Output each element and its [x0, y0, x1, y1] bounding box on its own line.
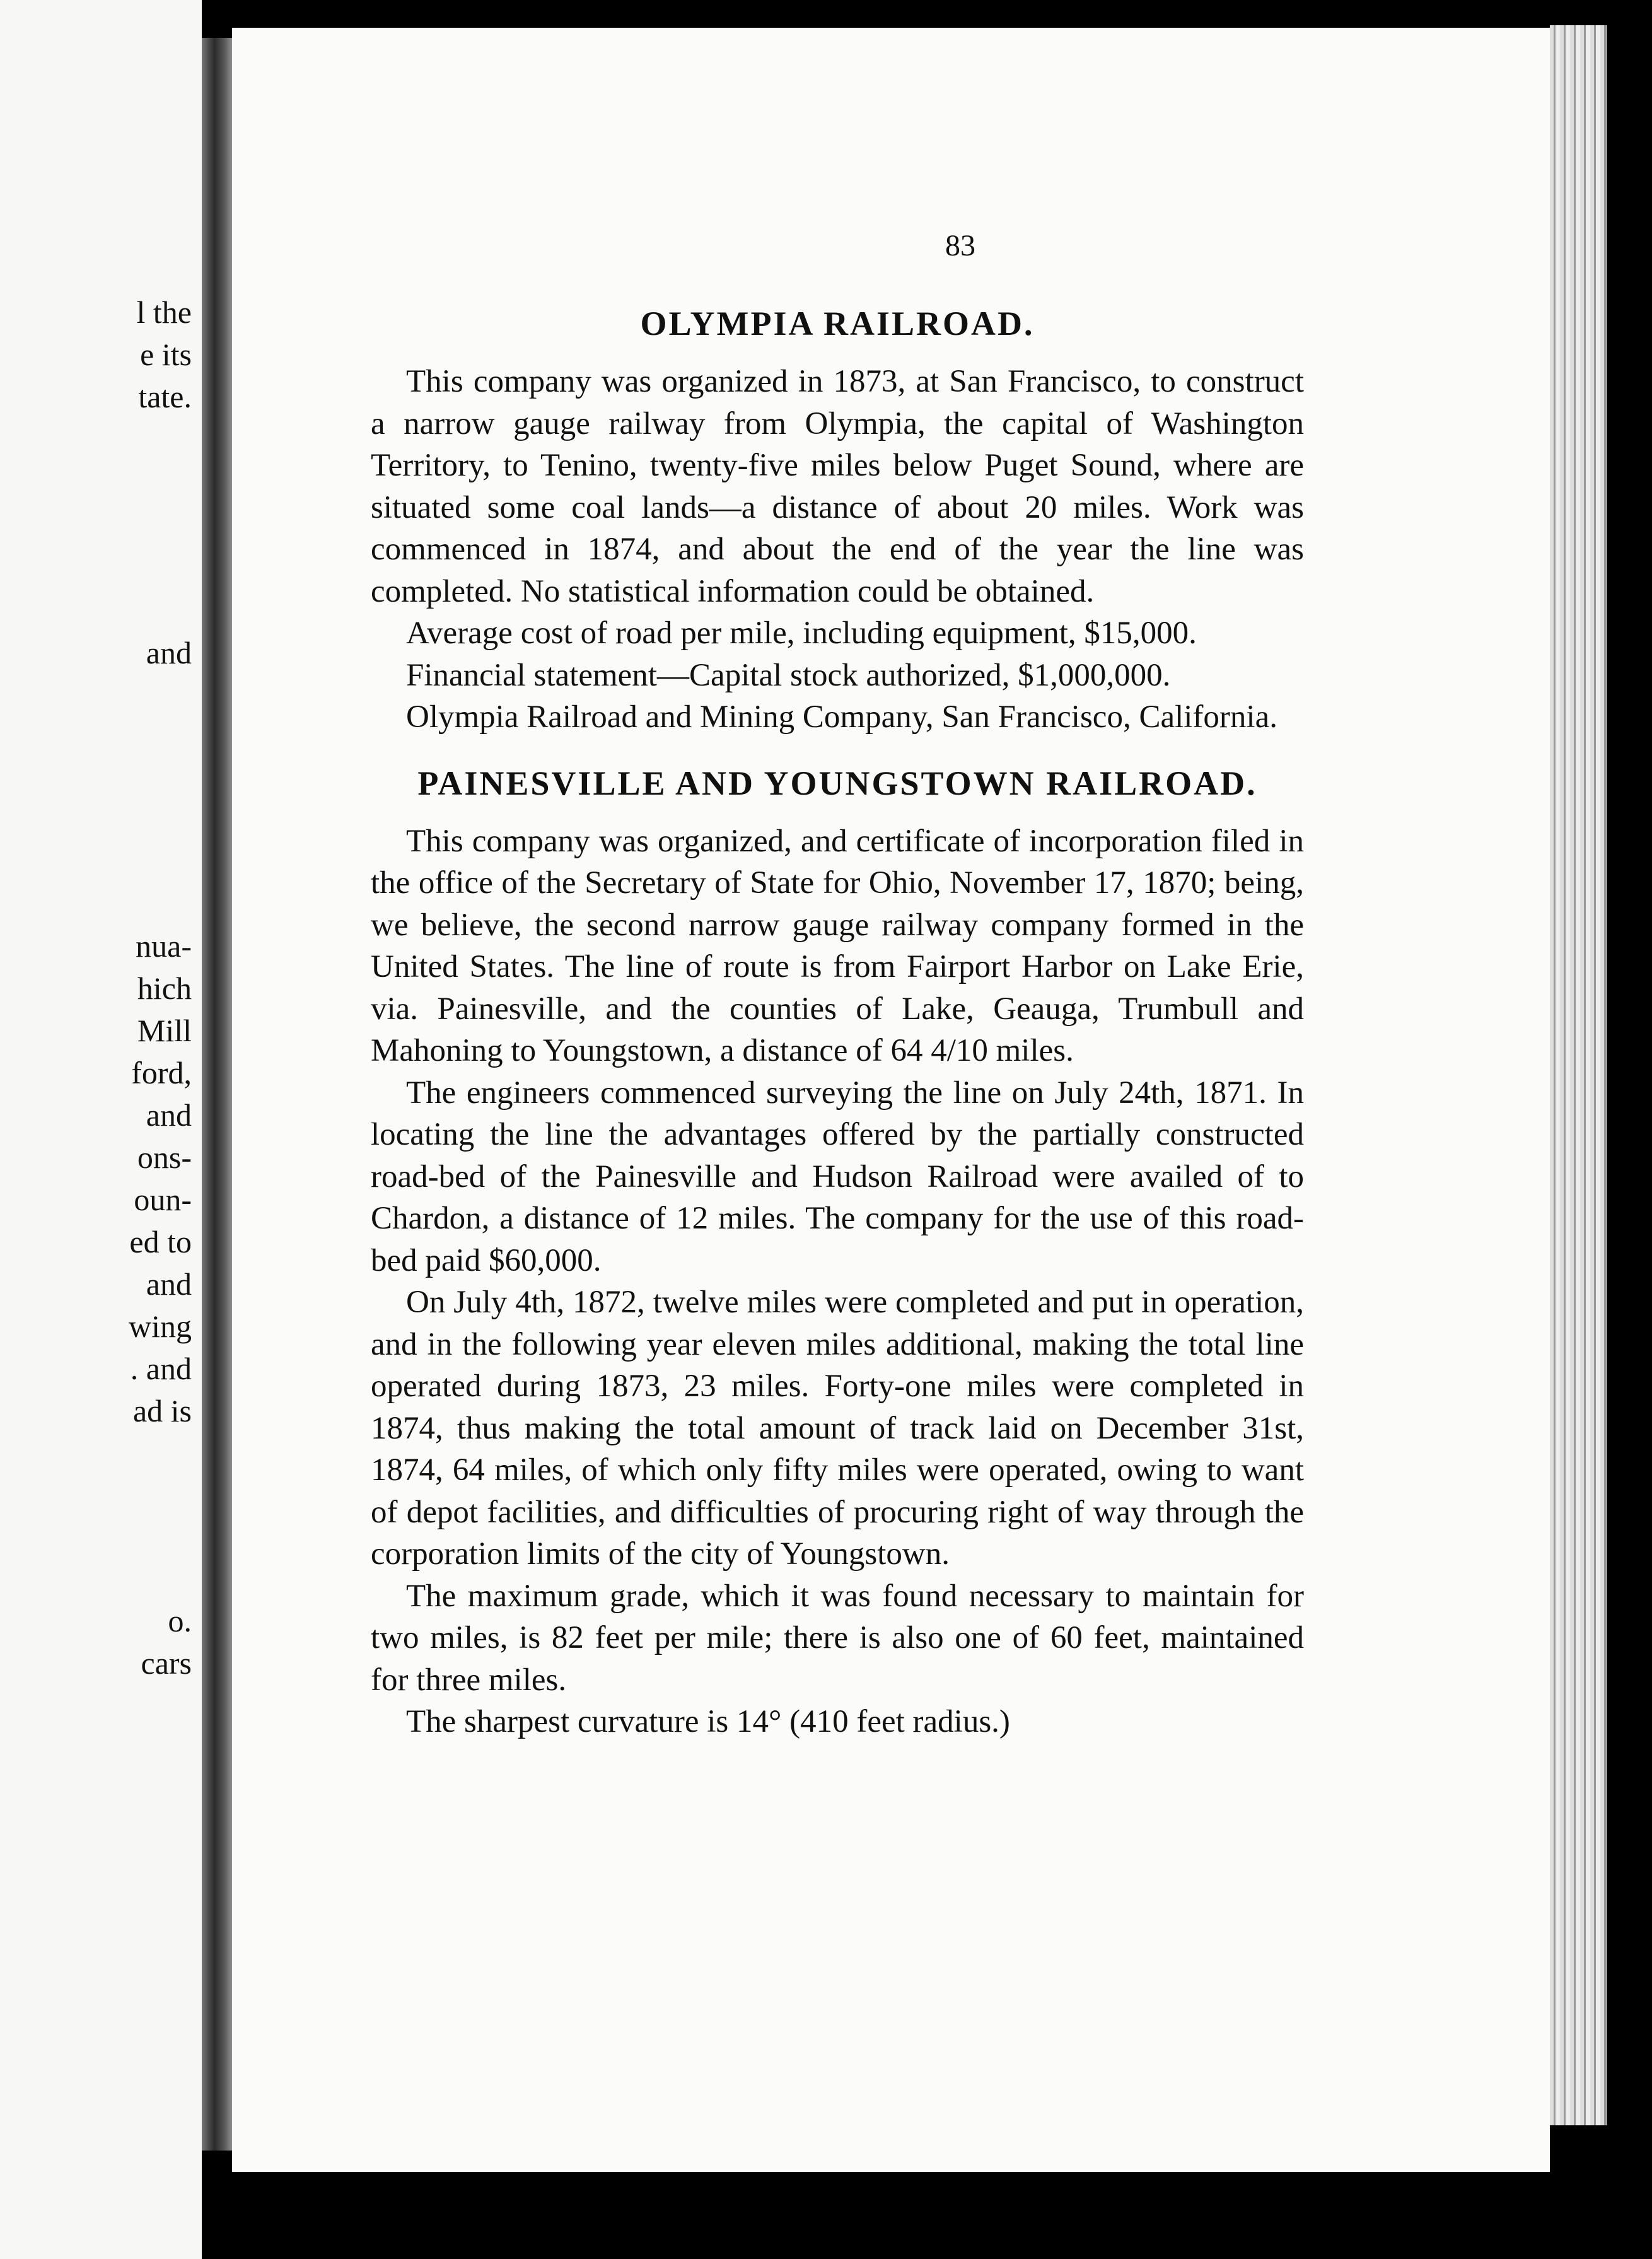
paragraph: This company was organized in 1873, at San Francisco, to construct a narrow gauge railway from Olympia, the capital of Washington Territory, to Tenino, twenty-five miles below Puget Sound, where are situated some coal lands—a distance of about 20 miles. Work was commenced in 1874, and about the end of the year the line was completed. No statistical information could be obtained. — [371, 364, 1304, 609]
left-page-fragment: and — [146, 1097, 192, 1133]
left-page-fragment: ons- — [137, 1140, 192, 1175]
left-page-fragment: o. — [168, 1603, 192, 1638]
paragraph: On July 4th, 1872, twelve miles were completed and put in operation, and in the following year eleven miles additional, making the total line operated during 1873, 23 miles. Forty-one miles were completed in 1874, thus making the total amount of track laid on December 31st, 1874, 64 miles, of which only fifty miles were operated, owing to want of depot facilities, and difficulties of procuring right of way through the corporation limits of the city of Youngstown. — [371, 1285, 1304, 1572]
paragraph: The maximum grade, which it was found necessary to maintain for two miles, is 82 feet per mile; there is also one of 60 feet, maintained for three miles. — [371, 1578, 1304, 1698]
left-page-fragment: hich — [137, 971, 192, 1006]
book-gutter — [202, 38, 233, 2151]
left-page-fragment: . and — [130, 1351, 192, 1386]
paragraph: The sharpest curvature is 14° (410 feet radius.) — [406, 1704, 1010, 1740]
left-page-fragment: nua- — [136, 928, 192, 964]
left-page-fragment: e its — [140, 337, 192, 372]
paragraph: Financial statement—Capital stock authorized, $1,000,000. — [406, 657, 1171, 693]
left-page-fragment: tate. — [138, 379, 192, 414]
paragraph: This company was organized, and certificate of incorporation filed in the office of the Secretary of State for Ohio, November 17, 1870; being, we believe, the second narrow gauge railway company formed in the United States. The line of route is from Fairport Harbor on Lake Erie, via. Painesville, and the counties of Lake, Geauga, Trumbull and Mahoning to Youngstown, a distance of 64 4/10 miles. — [371, 823, 1304, 1069]
left-page-fragment: l the — [136, 295, 192, 330]
book-page — [232, 28, 1550, 2172]
left-page-fragment: ford, — [131, 1055, 192, 1090]
left-page-fragment: oun- — [134, 1182, 192, 1217]
left-page-fragment: ad is — [132, 1393, 192, 1428]
page-content — [371, 304, 1304, 1743]
left-page-fragment: ed to — [129, 1224, 192, 1259]
section-olympia-railroad — [371, 304, 1304, 738]
left-facing-page — [0, 0, 202, 2259]
paragraph: Average cost of road per mile, including equipment, $15,000. — [406, 616, 1197, 651]
page-edges — [1550, 25, 1607, 2125]
paragraph: Olympia Railroad and Mining Company, San Francisco, California. — [406, 699, 1277, 735]
section-painesville-youngstown-railroad — [371, 764, 1304, 1743]
page-number: 83 — [945, 229, 975, 262]
paragraph: The engineers commenced surveying the line on July 24th, 1871. In locating the line the advantages offered by the partially constructed road-bed of the Painesville and Hudson Railroad were availed of to Chardon, a distance of 12 miles. The company for the use of this road-bed paid $60,000. — [371, 1075, 1304, 1278]
section-heading: PAINESVILLE AND YOUNGSTOWN RAILROAD. — [417, 764, 1257, 802]
left-page-fragment: wing — [129, 1309, 192, 1344]
left-page-fragment: Mill — [137, 1013, 192, 1048]
left-page-fragment: and — [146, 1266, 192, 1302]
section-heading: OLYMPIA RAILROAD. — [640, 305, 1035, 342]
left-page-fragment: cars — [141, 1645, 192, 1681]
left-page-fragment: and — [146, 635, 192, 670]
